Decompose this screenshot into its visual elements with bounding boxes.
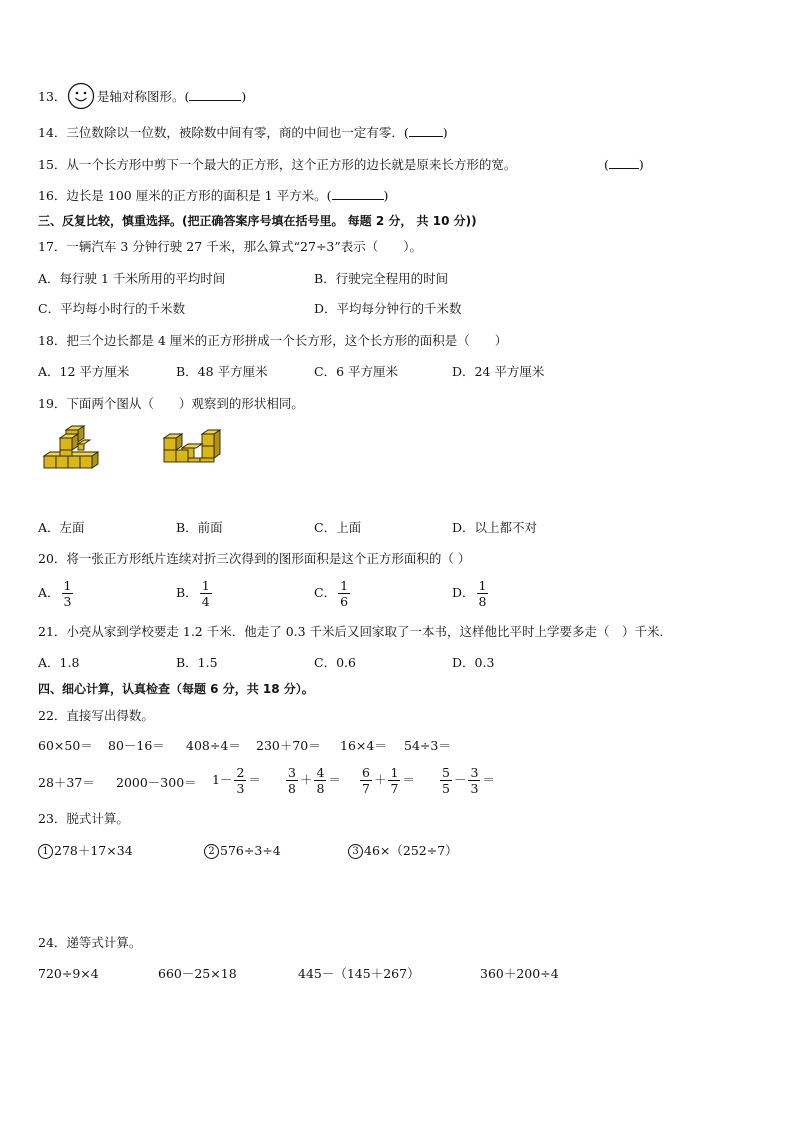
q23-item-3: 3 46×（252÷7）	[348, 842, 458, 860]
q22-expr: 54÷3＝	[404, 738, 451, 753]
section-3-heading: 三、反复比较，慎重选择。(把正确答案序号填在括号里。 每题 2 分， 共 10 分))	[38, 214, 477, 228]
q21-option-d[interactable]: D．0.3	[452, 655, 495, 670]
fraction: $\frac{1}{3}$	[63, 578, 72, 609]
question-15	[38, 156, 516, 174]
fraction: $\frac{1}{6}$	[340, 578, 349, 609]
q20-text: 20．将一张正方形纸片连续对折三次得到的图形面积是这个正方形面积的（ ）	[38, 551, 471, 566]
q22-frac-expr-2: $\frac{3}{8}$ ＋ $\frac{4}{8}$ ＝	[288, 765, 341, 796]
q19-option-d[interactable]: D．以上都不对	[452, 520, 538, 535]
q22-text: 22．直接写出得数。	[38, 708, 154, 723]
q18-option-a[interactable]: A．12 平方厘米	[38, 364, 130, 379]
q19-option-a[interactable]: A．左面	[38, 520, 85, 535]
q22-expr: 230＋70＝	[256, 738, 321, 753]
fraction: $\frac{1}{4}$	[201, 578, 210, 609]
q22-expr: 80－16＝	[108, 738, 165, 753]
q13-close: )	[241, 89, 247, 104]
circled-number: 1	[38, 844, 53, 859]
q16-text: 16．边长是 100 厘米的正方形的面积是 1 平方米。(	[38, 188, 332, 203]
q24-item: 360＋200÷4	[480, 966, 559, 981]
q13-text: 是轴对称图形。(	[97, 89, 190, 104]
q15-answer: ( )	[604, 157, 644, 172]
q15-answer-blank[interactable]	[609, 156, 639, 169]
q20-option-a[interactable]: A． $\frac{1}{3}$	[38, 578, 72, 609]
q14-answer-blank[interactable]	[409, 124, 443, 137]
q23-item-1: 1 278＋17×34	[38, 842, 133, 860]
q22-frac-expr-4: $\frac{5}{5}$ － $\frac{3}{3}$ ＝	[442, 765, 495, 796]
q21-option-a[interactable]: A．1.8	[38, 655, 80, 670]
q20-option-b[interactable]: B． $\frac{1}{4}$	[176, 578, 210, 609]
q22-expr: 28＋37＝	[38, 775, 95, 790]
q21-option-b[interactable]: B．1.5	[176, 655, 218, 670]
q17-text: 17．一辆汽车 3 分钟行驶 27 千米，那么算式“27÷3”表示（ ）。	[38, 239, 423, 254]
q24-item: 720÷9×4	[38, 966, 99, 981]
q19-option-c[interactable]: C．上面	[314, 520, 362, 535]
q13-body	[97, 88, 246, 106]
cube-stack-figure-2	[160, 424, 228, 476]
q15-text: 15．从一个长方形中剪下一个最大的正方形，这个正方形的边长就是原来长方形的宽。	[38, 157, 517, 172]
q21-option-c[interactable]: C．0.6	[314, 655, 356, 670]
q18-option-c[interactable]: C．6 平方厘米	[314, 364, 398, 379]
q18-option-d[interactable]: D．24 平方厘米	[452, 364, 545, 379]
q22-expr: 2000－300＝	[116, 775, 197, 790]
q22-frac-expr-3: $\frac{6}{7}$ ＋ $\frac{1}{7}$ ＝	[362, 765, 415, 796]
q18-text: 18．把三个边长都是 4 厘米的正方形拼成一个长方形，这个长方形的面积是（ ）	[38, 333, 508, 348]
q20-option-d[interactable]: D． $\frac{1}{8}$	[452, 578, 487, 609]
q23-item-2: 2 576÷3÷4	[204, 842, 281, 860]
q16-answer-blank[interactable]	[332, 187, 384, 200]
q22-expr: 408÷4＝	[186, 738, 241, 753]
q16-close: )	[383, 188, 389, 203]
q13-answer-blank[interactable]	[189, 88, 241, 101]
q22-frac-expr-1: 1－ $\frac{2}{3}$ ＝	[212, 765, 261, 796]
q22-expr: 16×4＝	[340, 738, 387, 753]
q17-option-b[interactable]: B．行驶完全程用的时间	[314, 271, 449, 286]
q14-close: )	[442, 125, 448, 140]
question-13	[38, 88, 66, 106]
cube-stack-figure-1	[40, 424, 104, 476]
q24-item: 445－（145＋267）	[298, 966, 420, 981]
q23-text: 23．脱式计算。	[38, 811, 129, 826]
q19-option-b[interactable]: B．前面	[176, 520, 223, 535]
q13-number: 13．	[38, 89, 67, 104]
q18-option-b[interactable]: B．48 平方厘米	[176, 364, 268, 379]
q22-expr: 60×50＝	[38, 738, 93, 753]
q20-option-c[interactable]: C． $\frac{1}{6}$	[314, 578, 349, 609]
q17-option-d[interactable]: D．平均每分钟行的千米数	[314, 301, 462, 316]
q24-text: 24．递等式计算。	[38, 935, 142, 950]
q17-option-c[interactable]: C．平均每小时行的千米数	[38, 301, 186, 316]
section-4-heading: 四、细心计算，认真检查（每题 6 分，共 18 分）。	[38, 682, 314, 696]
q19-text: 19．下面两个图从（ ）观察到的形状相同。	[38, 396, 304, 411]
q14-text: 14．三位数除以一位数，被除数中间有零，商的中间也一定有零．(	[38, 125, 409, 140]
q24-item: 660－25×18	[158, 966, 237, 981]
fraction: $\frac{1}{8}$	[478, 578, 487, 609]
question-14	[38, 124, 448, 142]
q17-option-a[interactable]: A．每行驶 1 千米所用的平均时间	[38, 271, 226, 286]
q21-text: 21．小亮从家到学校要走 1.2 千米．他走了 0.3 千米后又回家取了一本书，这样他比平时上学要多走（ ）千米．	[38, 624, 673, 639]
smiley-face-icon	[67, 82, 95, 110]
question-16	[38, 187, 388, 205]
circled-number: 3	[348, 844, 363, 859]
circled-number: 2	[204, 844, 219, 859]
